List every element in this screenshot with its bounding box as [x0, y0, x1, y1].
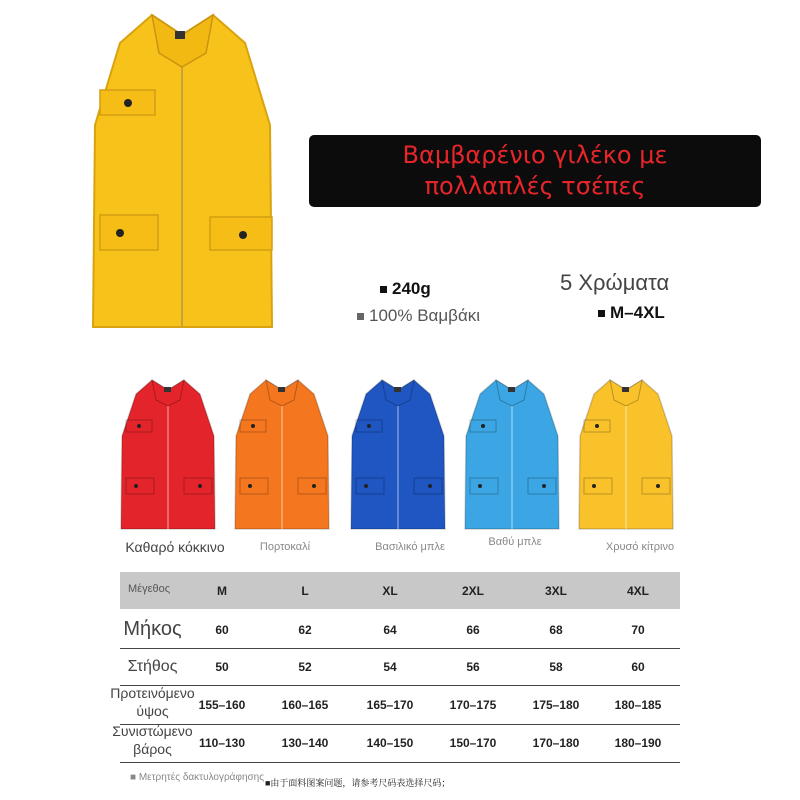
size-cell: 180–185 — [614, 698, 662, 712]
size-cell: 170–175 — [449, 698, 497, 712]
size-row-label: Προτεινόμενο ύψος — [110, 685, 195, 719]
color-vest-3[interactable] — [462, 376, 562, 531]
size-col-L: L — [301, 584, 309, 598]
size-col-XL: XL — [382, 584, 398, 598]
color-vest-1[interactable] — [232, 376, 332, 531]
yellow-vest-icon — [93, 15, 272, 327]
size-cell: 155–160 — [198, 698, 246, 712]
color-label-2: Βασιλικό μπλε — [375, 541, 445, 553]
size-header-label: Μέγεθος — [128, 583, 171, 595]
size-cell: 68 — [549, 623, 563, 637]
color-label-3: Βαθύ μπλε — [488, 536, 542, 548]
color-label-4: Χρυσό κίτρινο — [605, 541, 675, 553]
size-cell: 165–170 — [366, 698, 414, 712]
spec-colors-count: 5 Χρώματα — [560, 270, 670, 295]
size-row-label: Μήκος — [123, 618, 182, 640]
size-cell: 62 — [298, 623, 312, 637]
size-cell: 110–130 — [198, 736, 246, 750]
title-banner — [309, 135, 761, 207]
size-cell: 140–150 — [366, 736, 414, 750]
size-col-2XL: 2XL — [461, 584, 484, 598]
row-divider — [120, 762, 680, 763]
color-vest-0[interactable] — [118, 376, 218, 531]
size-cell: 180–190 — [614, 736, 662, 750]
color-label-0: Καθαρό κόκκινο — [125, 539, 225, 555]
size-col-3XL: 3XL — [544, 584, 567, 598]
color-label-1: Πορτοκαλί — [259, 541, 311, 553]
size-cell: 70 — [631, 623, 645, 637]
size-cell: 130–140 — [281, 736, 329, 750]
spec-weight: 240g — [380, 279, 431, 299]
color-vest-4[interactable] — [576, 376, 676, 531]
size-cell: 150–170 — [449, 736, 497, 750]
footnote-cn: ■由于面料图案问题，请参考尺码表选择尺码； — [265, 778, 451, 788]
size-col-4XL: 4XL — [626, 584, 649, 598]
size-cell: 175–180 — [532, 698, 580, 712]
size-cell: 160–165 — [281, 698, 329, 712]
size-table-header — [120, 572, 680, 609]
spec-material: 100% Βαμβάκι — [357, 306, 480, 326]
color-vest-2[interactable] — [348, 376, 448, 531]
size-cell: 56 — [466, 660, 480, 674]
footnote: ■ Μετρητές δακτυλογράφησης — [130, 772, 265, 783]
spec-size-range: M–4XL — [598, 303, 665, 323]
size-row-label: Στήθος — [127, 658, 178, 675]
size-cell: 58 — [549, 660, 563, 674]
size-cell: 52 — [298, 660, 312, 674]
size-cell: 60 — [631, 660, 645, 674]
size-cell: 64 — [383, 623, 397, 637]
size-cell: 60 — [215, 623, 229, 637]
size-cell: 66 — [466, 623, 480, 637]
size-cell: 54 — [383, 660, 397, 674]
size-col-M: M — [217, 584, 227, 598]
size-row-label: Συνιστώμενο βάρος — [112, 723, 193, 757]
size-cell: 170–180 — [532, 736, 580, 750]
size-cell: 50 — [215, 660, 229, 674]
product-title: Βαμβαρένιο γιλέκο με πολλαπλές τσέπες — [402, 141, 668, 200]
hero-vest-image — [80, 5, 285, 335]
